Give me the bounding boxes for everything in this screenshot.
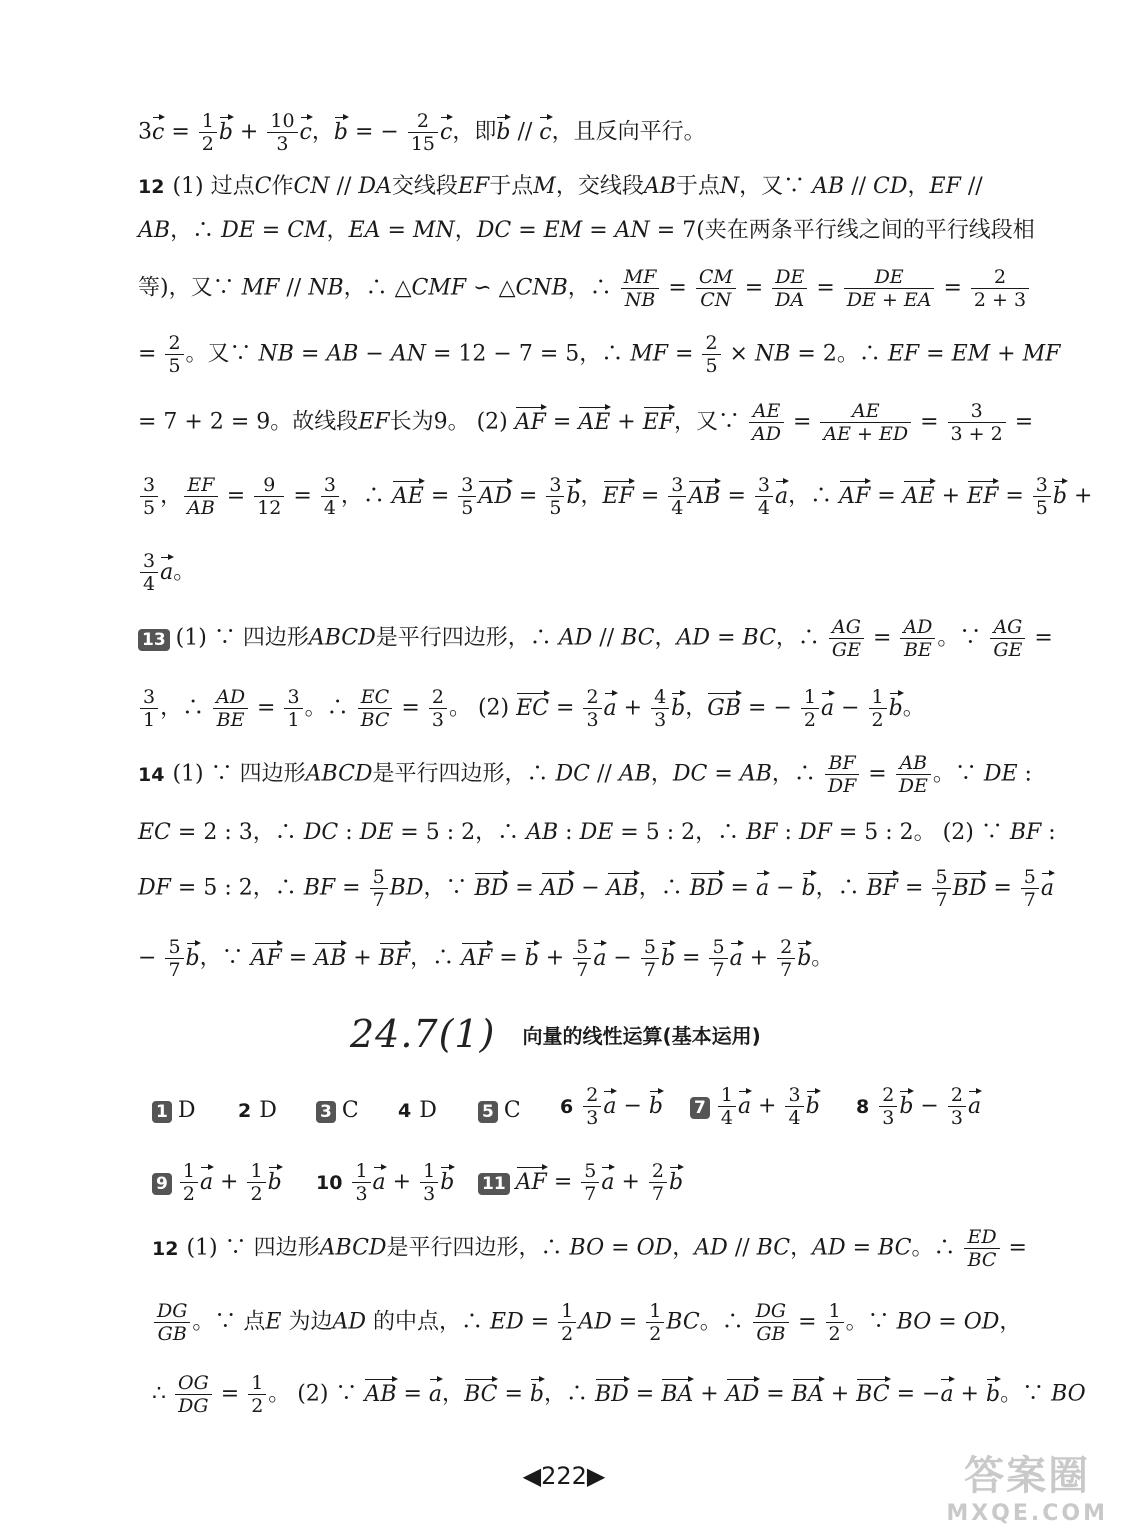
answer-item: 6 $\frac{2}{3}$ a − b	[560, 1084, 663, 1129]
page-number: ◀222▶	[522, 1462, 606, 1490]
text-line: $\frac{3}{5}$ ， $\frac{EF}{AB}$ = $\frac{9}{12}$ = $\frac{3}{4}$ ，∴ AE = $\frac{3}{5}$ AD = $\frac{3}{5}$ b，EF = $\frac{3}{4}$ AB = $\frac{3}{4}$ a，∴ AF = AE + EF = $\frac{3}{5}$ b +	[138, 474, 1038, 519]
answer-item: 5 C	[478, 1094, 521, 1128]
answer-item: 7 $\frac{1}{4}$ a + $\frac{3}{4}$ b	[690, 1084, 820, 1129]
text-line: ∴ $\frac{OG}{DG}$ = $\frac{1}{2}$ 。 (2) ∵ AB = a，BC = b，∴ BD = BA + AD = BA + BC = −a + b。∵ BO	[152, 1372, 1086, 1417]
watermark-logo: 答案圈 MXQE.COM	[946, 1453, 1108, 1526]
answer-item: 8 $\frac{2}{3}$ b − $\frac{2}{3}$ a	[856, 1084, 982, 1129]
text-line: 14 (1) ∵ 四边形ABCD是平行四边形，∴ DC // AB，DC = AB，∴ $\frac{BF}{DF}$ = $\frac{AB}{DE}$ 。∵ DE :	[138, 752, 1032, 797]
problem-number: 14	[138, 763, 165, 786]
section-title: 向量的线性运算(基本运用)	[522, 1023, 761, 1048]
section-number: 24.7(1)	[350, 1012, 496, 1056]
text-line: = 7 + 2 = 9。故线段EF长为9。 (2) AF = AE + EF，又∵ $\frac{AE}{AD}$ = $\frac{AE}{AE + ED}$ = $\frac{3}{3 + 2}$ =	[138, 400, 1034, 445]
answer-item: 9 $\frac{1}{2}$ a + $\frac{1}{2}$ b	[152, 1160, 282, 1205]
text-line: EC = 2 : 3，∴ DC : DE = 5 : 2，∴ AB : DE = 5 : 2，∴ BF : DF = 5 : 2。 (2) ∵ BF :	[138, 820, 1056, 845]
answer-item: 11 AF = $\frac{5}{7}$ a + $\frac{2}{7}$ b	[478, 1160, 683, 1205]
text-line: DF = 5 : 2，∴ BF = $\frac{5}{7}$ BD，∵ BD = AD − AB，∴ BD = a − b，∴ BF = $\frac{5}{7}$ BD = $\frac{5}{7}$ a	[138, 866, 1055, 911]
answer-item: 4 D	[398, 1098, 437, 1123]
answer-item: 10 $\frac{1}{3}$ a + $\frac{1}{3}$ b	[316, 1160, 455, 1205]
problem-number: 12	[152, 1237, 179, 1260]
text-line: 等)，又∵ MF // NB，∴ △CMF ∽ △CNB，∴ $\frac{MF}{NB}$ = $\frac{CM}{CN}$ = $\frac{DE}{DA}$ = $\frac{DE}{DE + EA}$ = $\frac{2}{2 + 3}$	[138, 266, 1038, 311]
section-heading	[350, 1012, 761, 1056]
problem-number: 12	[138, 176, 165, 198]
text-line: $\frac{3}{4}$ a。	[138, 550, 1038, 595]
text-line: $\frac{3}{1}$ ，∴ $\frac{AD}{BE}$ = $\frac{3}{1}$ 。∴ $\frac{EC}{BC}$ = $\frac{2}{3}$ 。 (2) EC = $\frac{2}{3}$ a + $\frac{4}{3}$ b，GB = − $\frac{1}{2}$ a − $\frac{1}{2}$ b。	[138, 686, 1038, 731]
text-line: $\frac{DG}{GB}$ 。∵ 点E 为边AD 的中点，∴ ED = $\frac{1}{2}$ AD = $\frac{1}{2}$ BC。∴ $\frac{DG}{GB}$ = $\frac{1}{2}$ 。∵ BO = OD，	[152, 1300, 1052, 1345]
text-line: = $\frac{2}{5}$ 。又∵ NB = AB − AN = 12 − 7 = 5，∴ MF = $\frac{2}{5}$ × NB = 2。∴ EF = EM + MF	[138, 332, 1061, 377]
text-line: 12 (1) ∵ 四边形ABCD是平行四边形，∴ BO = OD，AD // BC，AD = BC。∴ $\frac{ED}{BC}$ =	[152, 1226, 1027, 1271]
text-line: − $\frac{5}{7}$ b，∵ AF = AB + BF，∴ AF = b + $\frac{5}{7}$ a − $\frac{5}{7}$ b = $\frac{5}{7}$ a + $\frac{2}{7}$ b。	[138, 936, 834, 981]
problem-number: 13	[138, 629, 170, 651]
text-line: AB，∴ DE = CM，EA = MN，DC = EM = AN = 7(夹在两条平行线之间的平行线段相	[138, 218, 1035, 243]
answer-item: 2 D	[238, 1098, 277, 1123]
answer-item: 1 D	[152, 1094, 195, 1128]
text-line: 3c = $\frac{1}{2}$ b + $\frac{10}{3}$ c，b = − $\frac{2}{15}$ c，即b // c，且反向平行。	[138, 110, 706, 155]
answer-item: 3 C	[316, 1094, 359, 1128]
text-line: 13 (1) ∵ 四边形ABCD是平行四边形，∴ AD // BC，AD = BC，∴ $\frac{AG}{GE}$ = $\frac{AD}{BE}$ 。∵ $\frac{AG}{GE}$ =	[138, 616, 1038, 661]
text-line: 12 (1) 过点C作CN // DA交线段EF于点M，交线段AB于点N，又∵ AB // CD，EF //	[138, 170, 1038, 204]
